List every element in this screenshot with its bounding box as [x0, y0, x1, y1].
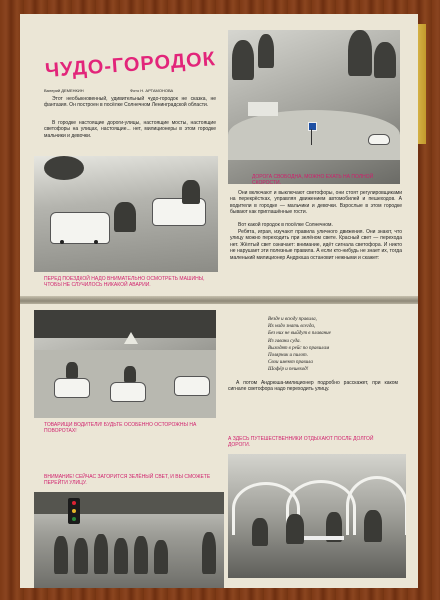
- child-figure: [134, 536, 148, 574]
- child-figure: [124, 366, 136, 382]
- child-figure: [114, 202, 136, 232]
- article-paragraph-4: А потом Андрюша-милиционер подробно расскажет, при каком сигнале светофора надо переходить улицу.: [228, 380, 398, 393]
- top-page: [20, 14, 418, 298]
- poem-line: Шофёр и пешеход!: [268, 367, 309, 373]
- pedal-car: [50, 212, 110, 244]
- child-figure: [66, 362, 78, 378]
- pedal-car: [110, 382, 146, 402]
- caption-green-light: ВНИМАНИЕ! СЕЙЧАС ЗАГОРИТСЯ ЗЕЛЁНЫЙ СВЕТ, И ВЫ СМОЖЕТЕ ПЕРЕЙТИ УЛИЦУ.: [44, 474, 211, 486]
- poem-line: Полярник и пилот.: [268, 353, 308, 359]
- child-figure: [286, 514, 304, 544]
- green-light: [72, 517, 76, 521]
- pedal-car: [54, 378, 90, 398]
- bench-shape: [304, 536, 344, 540]
- photo-kids-inspecting-cars: [34, 156, 218, 272]
- sign-pole: [311, 129, 312, 145]
- road-sign-icon: [308, 122, 317, 131]
- caption-road-free: ДОРОГА СВОБОДНА, МОЖНО ЕХАТЬ НА ПОЛНОЙ СКОРОСТИ.: [252, 174, 374, 186]
- caption-drivers-careful: ТОВАРИЩИ ВОДИТЕЛИ! БУДЬТЕ ОСОБЕННО ОСТОРОЖНЫ НА ПОВОРОТАХ!: [44, 422, 197, 434]
- tree-shape: [374, 42, 396, 78]
- wheel: [60, 240, 64, 244]
- poem-line: Везде и всюду правила,: [268, 317, 317, 322]
- child-figure: [252, 518, 268, 546]
- photo-travellers-resting: [228, 454, 406, 578]
- intro-paragraph: Этот необыкновенный, удивительный чудо-городок не сказка, не фантазия. Он построен в посёлке Солнечном Ленинградской области.: [44, 96, 216, 109]
- poem-line: Свои имеют правила: [268, 360, 313, 366]
- magazine-spread: [20, 14, 418, 588]
- child-figure: [94, 534, 108, 574]
- poem-line: Без них не выйдут в плавание: [268, 331, 331, 337]
- child-figure: [182, 180, 200, 204]
- bottom-page: [20, 304, 418, 588]
- photo-cars-on-turn: [34, 310, 216, 418]
- tree-shape: [232, 40, 254, 80]
- traffic-light-icon: [68, 498, 80, 524]
- poem-line: Выходят в рейс по правилам: [268, 345, 330, 351]
- caption-inspect-cars: ПЕРЕД ПОЕЗДКОЙ НАДО ВНИМАТЕЛЬНО ОСМОТРЕТЬ МАШИНЫ, ЧТОБЫ НЕ СЛУЧИЛОСЬ НИКАКОЙ АВАРИИ.: [44, 276, 205, 288]
- child-figure: [154, 540, 168, 574]
- photo-credit: Фото Н. АРТАМОНОВА: [130, 88, 174, 93]
- yellow-light: [72, 509, 76, 513]
- child-figure: [54, 536, 68, 574]
- article-paragraph-3: Ребята, играя, изучают правила уличного движения. Они знают, что улицу можно переходить при зелёном свете. Красный свет — перехода нет. Жёлтый свет означает: внимание, идёт сигнала светофора. И никто не нарушает эти полезные правила. А если кто-нибудь не знает их, тогда маленький милиционер Андрюша остановит нежными и скажет:: [230, 229, 402, 261]
- child-figure: [202, 532, 216, 574]
- article-title: ЧУДО-ГОРОДОК: [44, 48, 217, 82]
- child-figure: [74, 538, 88, 574]
- tree-shape: [258, 34, 274, 68]
- poem-line: Из гавани суда.: [268, 338, 301, 344]
- poem-block: [268, 316, 408, 374]
- photo-kids-at-traffic-light: [34, 492, 224, 588]
- article-paragraph-1: Они включают и выключают светофоры, они стоят регулировщиками на перекрёстках, управляя движением автомобилей и пешеходов. А водители в городке — мальчики и девочки. Взрослые в этом городке бывают как приглашённые гости.: [230, 190, 402, 216]
- tree-shape: [348, 30, 372, 76]
- treeline-shape: [34, 492, 224, 514]
- photo-track-road-sign: [228, 30, 400, 184]
- pedal-car: [174, 376, 210, 396]
- warning-sign-icon: [124, 332, 138, 344]
- intro-paragraph-2: В городке настоящие дороги-улицы, настоящие мосты, настоящие светофоры на улицах, настоящие... нет, милиционеры в этом городке мальчики и девочки.: [44, 120, 216, 139]
- poem-line: Их надо знать всегда,: [268, 324, 316, 330]
- child-figure: [114, 538, 128, 574]
- author-credit: Валерий ДЕМЕНКИН: [44, 88, 84, 93]
- child-figure: [364, 510, 382, 542]
- red-light: [72, 501, 76, 505]
- toy-car: [368, 134, 390, 145]
- article-paragraph-2: Вот какой городок в посёлке Солнечном.: [238, 222, 333, 228]
- wheel: [94, 240, 98, 244]
- caption-travellers-rest: А ЗДЕСЬ ПУТЕШЕСТВЕННИКИ ОТДЫХАЮТ ПОСЛЕ ДОЛГОЙ ДОРОГИ.: [228, 436, 374, 448]
- bush-shape: [44, 156, 84, 180]
- building-shape: [248, 102, 278, 116]
